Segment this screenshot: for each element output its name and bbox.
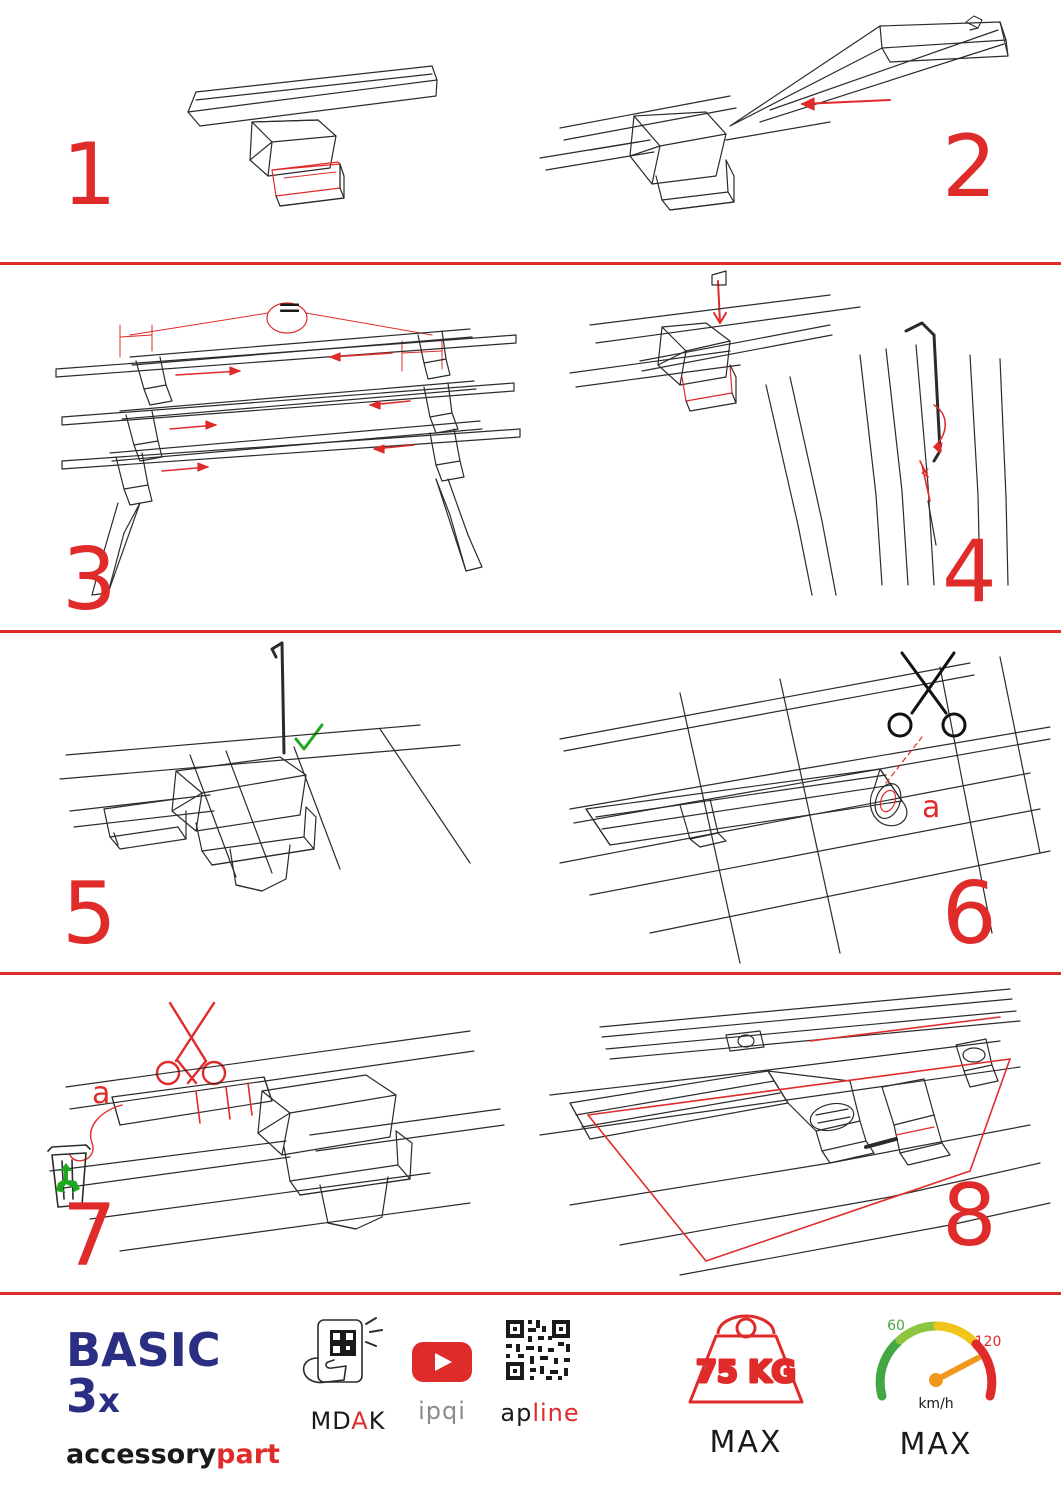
part-label-a-step6: a	[922, 790, 939, 825]
weight-icon	[656, 1306, 836, 1416]
speed-limit	[856, 1302, 1016, 1462]
step-number-2: 2	[942, 117, 995, 217]
speed-tick-60: 60	[887, 1318, 905, 1334]
step-panel-2	[530, 0, 1061, 262]
speed-max-label: MAX	[899, 1427, 973, 1462]
footer	[0, 1292, 1061, 1500]
speed-unit: km/h	[918, 1396, 954, 1412]
brand-block	[66, 1323, 280, 1470]
logo-ipqi[interactable]	[394, 1338, 490, 1425]
step-number-4: 4	[942, 522, 995, 622]
product-name-suffix: x	[98, 1381, 120, 1421]
step-panel-8	[530, 975, 1061, 1292]
step-panel-5	[0, 633, 530, 972]
logo-mdak-label: MDAK	[310, 1407, 386, 1435]
step-number-7: 7	[62, 1186, 115, 1286]
hand-phone-qr-icon	[288, 1314, 408, 1394]
logo-mdak	[288, 1314, 408, 1435]
step-panel-3	[0, 265, 530, 630]
step-panel-4	[530, 265, 1061, 630]
speedometer-icon	[856, 1302, 1016, 1418]
logo-apline[interactable]	[480, 1314, 600, 1427]
part-label-a-step7: a	[92, 1076, 109, 1111]
company-name-first: accessory	[66, 1439, 217, 1470]
step-number-3: 3	[62, 530, 115, 630]
speed-tick-120: 120	[974, 1334, 1002, 1350]
qr-code-icon	[480, 1314, 600, 1386]
step-number-6: 6	[942, 864, 995, 964]
step-panel-7	[0, 975, 530, 1292]
step-number-5: 5	[62, 864, 115, 964]
step-panel-6	[530, 633, 1061, 972]
step-number-8: 8	[942, 1166, 995, 1266]
product-name	[66, 1323, 276, 1423]
company-name	[66, 1439, 280, 1470]
weight-max-label: MAX	[709, 1425, 783, 1460]
logo-ipqi-label: ipqi	[418, 1397, 466, 1425]
logo-apline-label: apline	[500, 1399, 580, 1427]
weight-value: 75 KG	[695, 1355, 797, 1390]
weight-limit	[656, 1306, 836, 1460]
step-number-1: 1	[62, 125, 115, 225]
step-panel-1	[0, 0, 530, 262]
equals-mark: =	[277, 290, 301, 325]
product-name-text: BASIC 3	[66, 1323, 221, 1423]
company-name-second: part	[216, 1439, 280, 1470]
youtube-icon	[394, 1338, 490, 1384]
